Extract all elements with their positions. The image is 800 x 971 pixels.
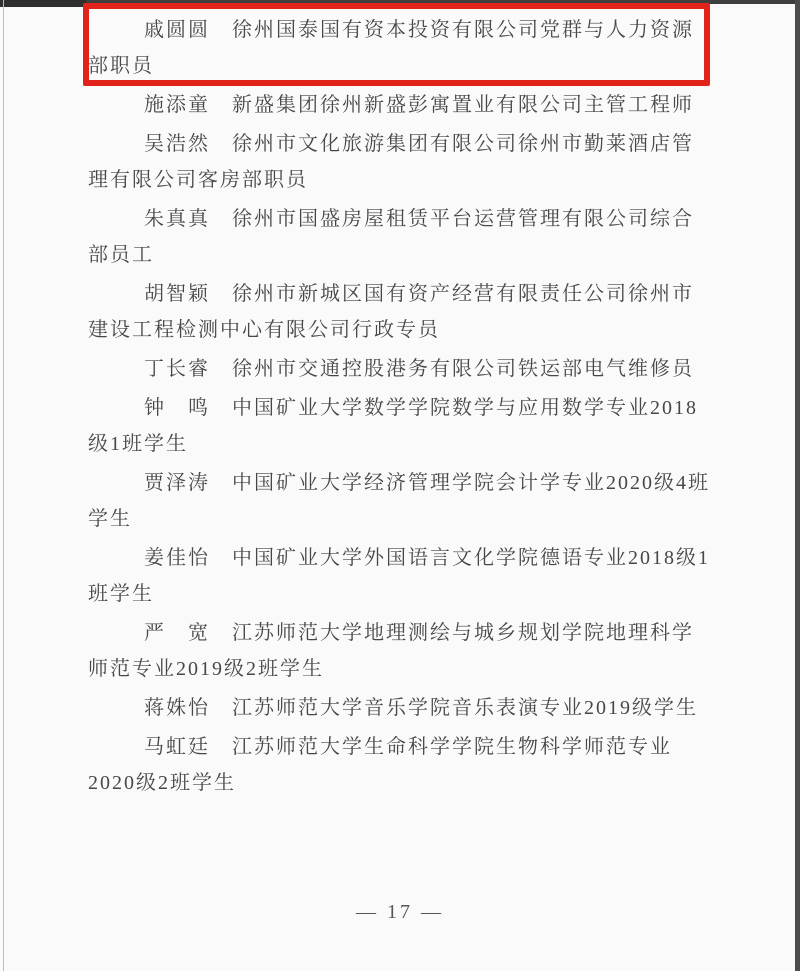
roster-entry	[88, 12, 710, 84]
person-name: 贾泽涛	[144, 472, 210, 494]
roster-entry	[88, 201, 710, 273]
roster-entry	[88, 87, 710, 123]
person-name: 蒋姝怡	[144, 697, 210, 719]
roster-text-block	[88, 12, 710, 804]
person-description: 江苏师范大学音乐学院音乐表演专业2019级学生	[232, 697, 698, 719]
person-description: 中国矿业大学经济管理学院会计学专业2020级4班学生	[88, 472, 710, 530]
person-description: 徐州市交通控股港务有限公司铁运部电气维修员	[232, 358, 694, 380]
roster-entry	[88, 690, 710, 726]
person-description: 江苏师范大学地理测绘与城乡规划学院地理科学师范专业2019级2班学生	[88, 622, 694, 680]
person-name: 戚圆圆	[144, 19, 210, 41]
person-description: 徐州市文化旅游集团有限公司徐州市勤莱酒店管理有限公司客房部职员	[88, 133, 694, 191]
person-description: 中国矿业大学数学学院数学与应用数学专业2018级1班学生	[88, 397, 698, 455]
person-description: 徐州市新城区国有资产经营有限责任公司徐州市建设工程检测中心有限公司行政专员	[88, 283, 694, 341]
person-name: 马虹廷	[144, 736, 210, 758]
person-name: 丁长睿	[144, 358, 210, 380]
person-name: 胡智颖	[144, 283, 210, 305]
roster-entry	[88, 729, 710, 801]
roster-entry	[88, 615, 710, 687]
window-right-edge	[795, 0, 800, 971]
person-description: 徐州国泰国有资本投资有限公司党群与人力资源部职员	[88, 19, 694, 77]
person-name: 姜佳怡	[144, 547, 210, 569]
window-top-edge	[0, 0, 800, 4]
person-name: 吴浩然	[144, 133, 210, 155]
roster-entry	[88, 276, 710, 348]
page-left-hairline	[3, 0, 4, 971]
person-description: 中国矿业大学外国语言文化学院德语专业2018级1班学生	[88, 547, 710, 605]
person-name: 朱真真	[144, 208, 210, 230]
roster-entry	[88, 351, 710, 387]
window-top-left-edge	[0, 0, 86, 7]
page-number: — 17 —	[356, 901, 444, 923]
person-name: 施添童	[144, 94, 210, 116]
person-name: 严 宽	[144, 622, 210, 644]
roster-entry	[88, 390, 710, 462]
person-description: 江苏师范大学生命科学学院生物科学师范专业2020级2班学生	[88, 736, 672, 794]
roster-entry	[88, 465, 710, 537]
person-description: 新盛集团徐州新盛彭寓置业有限公司主管工程师	[232, 94, 694, 116]
person-name: 钟 鸣	[144, 397, 210, 419]
roster-entry	[88, 126, 710, 198]
person-description: 徐州市国盛房屋租赁平台运营管理有限公司综合部员工	[88, 208, 694, 266]
roster-entry	[88, 540, 710, 612]
